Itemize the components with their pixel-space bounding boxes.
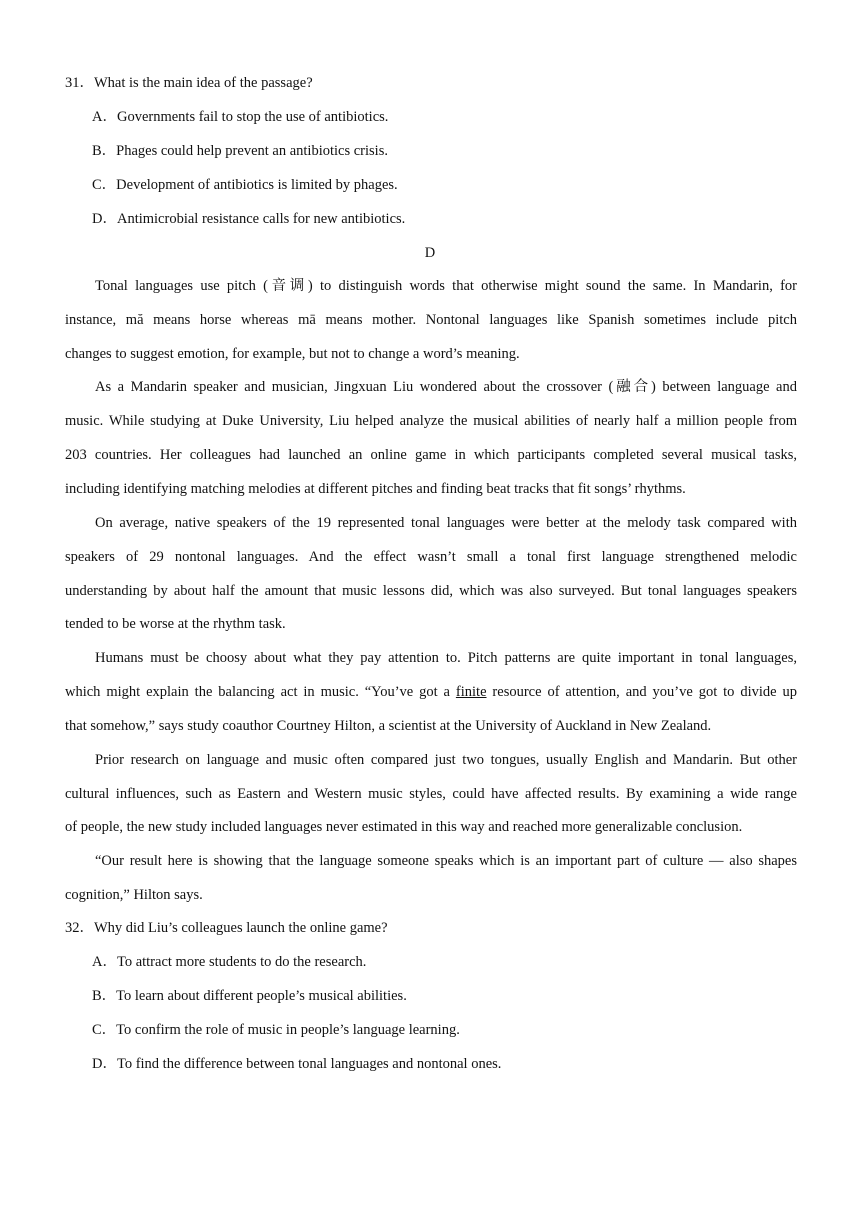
paragraph-1-line-3: changes to suggest emotion, for example, but not to change a word’s meaning.: [65, 346, 520, 362]
question-31-stem: 31．What is the main idea of the passage?: [65, 75, 313, 91]
paragraph-4-line-2-after: resource of attention, and you’ve got to divide up: [486, 684, 797, 700]
underlined-word-finite: finite: [455, 684, 487, 700]
paragraph-1-line-1: Tonal languages use pitch (音调) to distinguish words that otherwise might sound the same. In Mandarin, for: [95, 278, 797, 294]
paragraph-2-line-3: 203 countries. Her colleagues had launched an online game in which participants completed several musical tasks,: [65, 447, 797, 463]
paragraph-4-line-3: that somehow,” says study coauthor Courtney Hilton, a scientist at the University of Auckland in New Zealand.: [65, 718, 712, 734]
paragraph-5-line-1: Prior research on language and music often compared just two tongues, usually English and Mandarin. But other: [95, 752, 797, 768]
question-32-option-c: C．To confirm the role of music in people’s language learning.: [92, 1022, 460, 1038]
question-32-option-d: D．To find the difference between tonal languages and nontonal ones.: [92, 1056, 502, 1072]
paragraph-3-line-3: understanding by about half the amount that music lessons did, which was also surveyed. But tonal languages speakers: [65, 583, 797, 599]
paragraph-5-line-2: cultural influences, such as Eastern and Western music styles, could have affected results. By examining a wide range: [65, 786, 797, 802]
question-31-option-b: B．Phages could help prevent an antibiotics crisis.: [92, 143, 388, 159]
question-32-option-a: A．To attract more students to do the research.: [92, 954, 367, 970]
paragraph-3-line-1: On average, native speakers of the 19 represented tonal languages were better at the melody task compared with: [95, 515, 797, 531]
question-31-option-d: D．Antimicrobial resistance calls for new antibiotics.: [92, 211, 406, 227]
section-heading: D: [424, 245, 436, 261]
paragraph-3-line-2: speakers of 29 nontonal languages. And the effect wasn’t small a tonal first language strengthened melodic: [65, 549, 797, 565]
question-31-option-c: C．Development of antibiotics is limited by phages.: [92, 177, 398, 193]
paragraph-3-line-4: tended to be worse at the rhythm task.: [65, 616, 286, 632]
question-32-stem: 32．Why did Liu’s colleagues launch the online game?: [65, 920, 388, 936]
paragraph-4-line-2-before: which might explain the balancing act in music. “You’ve got a: [65, 684, 456, 700]
question-32-option-b: B．To learn about different people’s musical abilities.: [92, 988, 407, 1004]
paragraph-6-line-1: “Our result here is showing that the language someone speaks which is an important part of culture — also shapes: [95, 853, 797, 869]
paragraph-2-line-2: music. While studying at Duke University, Liu helped analyze the musical abilities of nearly half a million people from: [65, 413, 797, 429]
paragraph-2-line-4: including identifying matching melodies at different pitches and finding beat tracks that fit songs’ rhythms.: [65, 481, 686, 497]
paragraph-4-line-2: [65, 682, 797, 702]
paragraph-5-line-3: of people, the new study included languages never estimated in this way and reached more generalizable conclusion.: [65, 819, 743, 835]
paragraph-6-line-2: cognition,” Hilton says.: [65, 887, 203, 903]
paragraph-2-line-1: As a Mandarin speaker and musician, Jingxuan Liu wondered about the crossover (融合) between language and: [95, 379, 797, 395]
paragraph-4-line-1: Humans must be choosy about what they pay attention to. Pitch patterns are quite important in tonal languages,: [95, 650, 797, 666]
question-31-option-a: A．Governments fail to stop the use of antibiotics.: [92, 109, 389, 125]
paragraph-1-line-2: instance, mă means horse whereas mā means mother. Nontonal languages like Spanish sometimes include pitch: [65, 312, 797, 328]
